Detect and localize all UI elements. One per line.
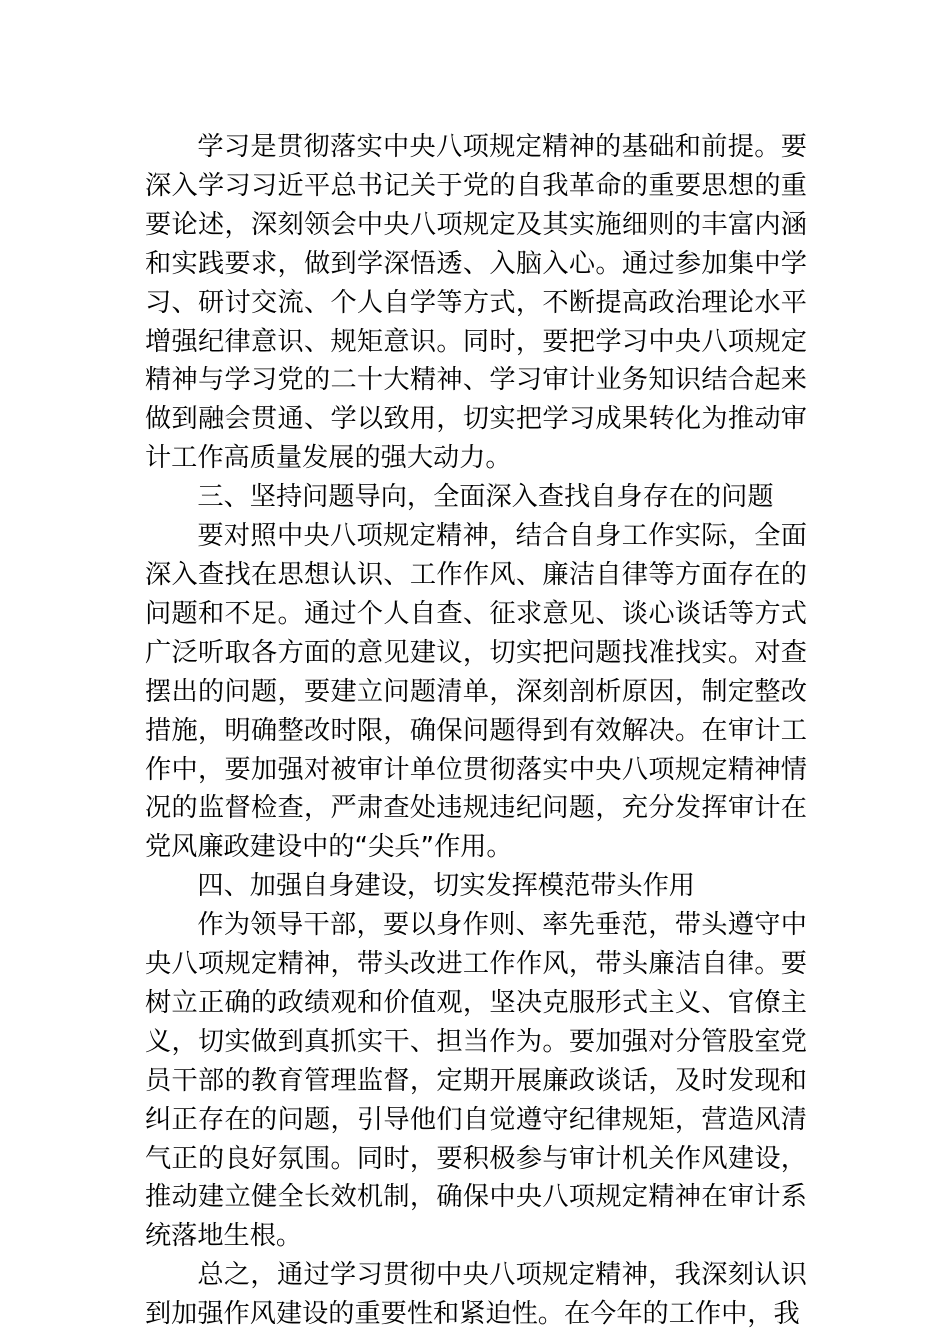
paragraph-self-building: 作为领导干部，要以身作则、率先垂范，带头遵守中央八项规定精神，带头改进工作作风，带头廉洁自律。要树立正确的政绩观和价值观，坚决克服形式主义、官僚主义，切实做到真抓实干、担当作为。要加强对分管股室党员干部的教育管理监督，定期开展廉政谈话，及时发现和纠正存在的问题，引导他们自觉遵守纪律规矩，营造风清气正的良好氛围。同时，要积极参与审计机关作风建设，推动建立健全长效机制，确保中央八项规定精神在审计系统落地生根。 bbox=[145, 910, 807, 1252]
paragraph-problems: 要对照中央八项规定精神，结合自身工作实际，全面深入查找在思想认识、工作作风、廉洁自律等方面存在的问题和不足。通过个人自查、征求意见、谈心谈话等方式广泛听取各方面的意见建议，切实把问题找准找实。对查摆出的问题，要建立问题清单，深刻剖析原因，制定整改措施，明确整改时限，确保问题得到有效解决。在审计工作中，要加强对被审计单位贯彻落实中央八项规定精神情况的监督检查，严肃查处违规违纪问题，充分发挥审计在党风廉政建设中的“尖兵”作用。 bbox=[145, 521, 807, 863]
paragraph-study: 学习是贯彻落实中央八项规定精神的基础和前提。要深入学习习近平总书记关于党的自我革命的重要思想的重要论述，深刻领会中央八项规定及其实施细则的丰富内涵和实践要求，做到学深悟透、入脑入心。通过参加集中学习、研讨交流、个人自学等方式，不断提高政治理论水平增强纪律意识、规矩意识。同时，要把学习中央八项规定精神与学习党的二十大精神、学习审计业务知识结合起来做到融会贯通、学以致用，切实把学习成果转化为推动审计工作高质量发展的强大动力。 bbox=[145, 132, 807, 474]
section-heading-3: 三、坚持问题导向，全面深入查找自身存在的问题 bbox=[197, 482, 774, 513]
section-heading-4: 四、加强自身建设，切实发挥模范带头作用 bbox=[197, 871, 695, 902]
document-page bbox=[145, 128, 807, 1334]
paragraph-summary: 总之，通过学习贯彻中央八项规定精神，我深刻认识到加强作风建设的重要性和紧迫性。在今年的工作中，我 bbox=[145, 1260, 807, 1330]
